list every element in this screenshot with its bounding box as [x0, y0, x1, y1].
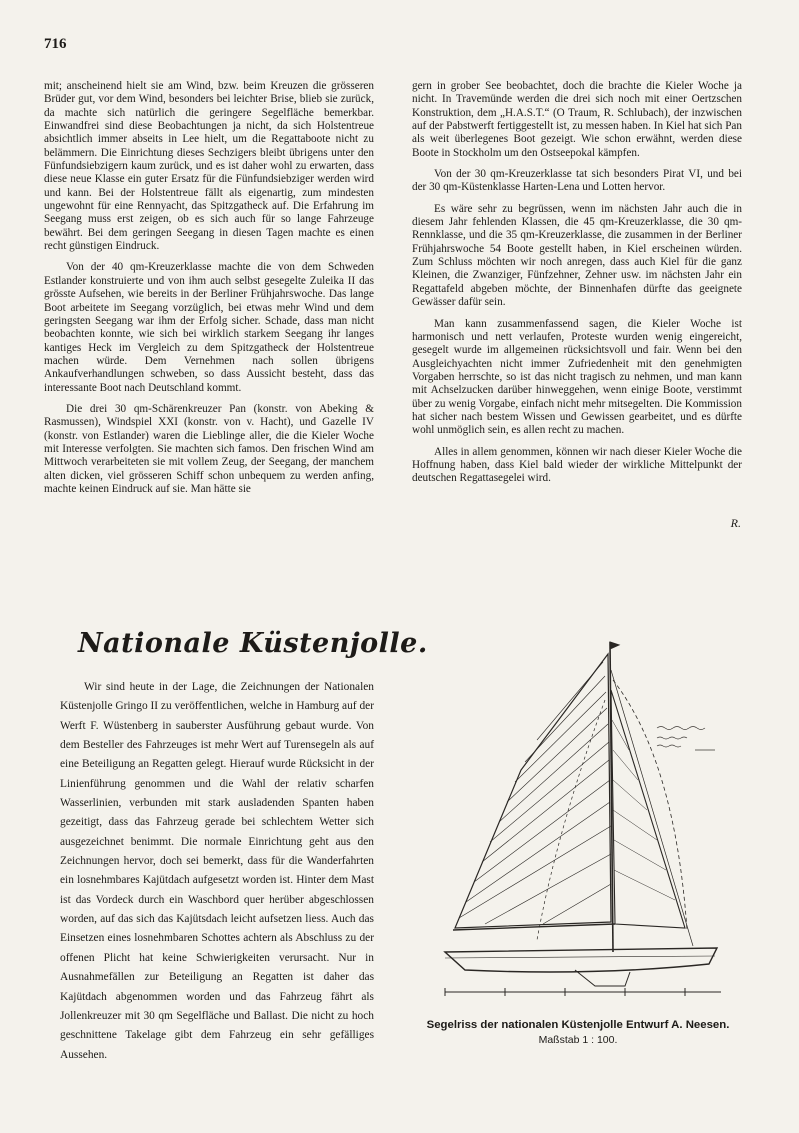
figure-scale: Maßstab 1 : 100. [538, 1034, 618, 1046]
section-body [60, 678, 374, 1065]
paragraph: Die drei 30 qm-Schärenkreuzer Pan (konstr. von Abeking & Rasmussen), Windspiel XXI (konstr. von v. Hacht), und Gazelle IV (konstr. von Estlander) waren die Lieblinge aller, die die Kieler Woche mit Interesse verfolgten. Sie machten sich famos. Den frischen Wind am Mittwoch verarbeiteten sie mit vollem Zeug, der Seegang, der manchem alten dicken, viel grösseren Schiff schon unbequem zu werden anfing, machte keinen Eindruck auf sie. Man hätte sie [44, 402, 374, 495]
paragraph: Wir sind heute in der Lage, die Zeichnungen der Nationalen Küstenjolle Gringo II zu veröffentlichen, welche in Hamburg auf der Werft F. Wüstenberg in sauberster Ausführung gebaut wurde. Von dem Besteller des Fahrzeuges ist mehr Wert auf Turensegeln als auf eine Beteiligung an Regatten gelegt. Hierauf wurde Rücksicht in der Linienführung genommen und die Wahl der relativ scharfen Wasserlinien, verbunden mit stark ausladenden Spanten haben gezeitigt, dass das Fahrzeug gerade bei schlechtem Wetter sich ausgezeichnet benimmt. Die normale Einrichtung geht aus den Zeichnungen hervor, doch sei bemerkt, dass für die Wanderfahrten ein losnehmbares Kajütdach aufgesetzt worden ist. Hinter dem Mast ist das Vordeck durch ein Waschbord quer herüber abgeschlossen worden, auf das sich das Kajütsdach leicht aufsetzen liess. Auch das Einsetzen eines losnehmbaren Schottes achtern als Abschluss zu der offenen Plicht hat keine Schwierigkeiten verursacht. Nur in Ausnahmefällen zur Beteiligung an Regatten ist daher das Kajütdach abgenommen worden und das Fahrzeug fährt als Jollenkreuzer mit 30 qm Segelfläche und Ballast. Die nicht zu hoch geschnittene Takelage gibt dem Fahrzeug ein sehr gefälliges Aussehen. [60, 681, 374, 1061]
flag-mark [610, 642, 619, 649]
article-right-column [412, 80, 742, 494]
dashed-curve [613, 680, 687, 930]
jib-outline [611, 690, 685, 928]
paragraph: Von der 30 qm-Kreuzerklasse tat sich besonders Pirat VI, und bei der 30 qm-Küstenklasse Harten-Lena und Lotten hervor. [412, 168, 742, 194]
hull-outline [445, 948, 717, 972]
section-title: Nationale Küstenjolle. [78, 628, 428, 659]
sail-plan-svg [425, 630, 745, 1000]
paragraph: Alles in allem genommen, können wir nach dieser Kieler Woche die Hoffnung haben, dass Kiel bald wieder der wirkliche Mittelpunkt der deutschen Regattasegelei wird. [412, 445, 742, 485]
mainsail-seams [459, 662, 611, 924]
page-number: 716 [44, 36, 67, 52]
paragraph: mit; anscheinend hielt sie am Wind, bzw. beim Kreuzen die grösseren Brüder gut, vor dem Wind, besonders bei leichter Brise, blieb sie zurück, da machte sich natürlich die geringere Segelfläche bemerkbar. Einwandfrei sind diese Beobachtungen ja nicht, da sich Holstentreue absichtlich immer abseits in Lee hielt, um die Regattaboote nicht zu belämmern. Die Einrichtung dieses Sechzigers bleibt übrigens unter den Fünfundsiebzigern kaum zurück, und es ist daher wohl zu erwarten, dass diese neue Klasse ein guter Ersatz für die Fünfundsiebziger werden wird und kann. Bei der Holstentreue fällt als eigenartig, zum mindesten ungewohnt für eine Rennyacht, das Spitzgatheck auf. Die Erfahrung im Seegang muss erst zeigen, ob es sich auch für so lange Fahrzeuge bewährt. Bei dem geringen Seegang in diesen Tagen machte es einen recht günstigen Eindruck. [44, 80, 374, 253]
paragraph: Es wäre sehr zu begrüssen, wenn im nächsten Jahr auch die in diesem Jahr fehlenden Klassen, die 45 qm-Kreuzerklasse, die 30 qm-Rennklasse, und die 35 qm-Kreuzerklasse, die zusammen in der Berliner Frühjahrswoche 54 Boote gestellt haben, in Kiel erscheinen würden. Zum Schluss möchten wir noch anregen, dass auch Kiel für die ganz Kleinen, die Zwanziger, Fünfzehner, Zehner usw. im nächsten Jahr ein Regattafeld abgeben möchte, der Binnenhafen dürfte das geeignete Gewässer dafür sein. [412, 202, 742, 309]
article-left-column [44, 80, 374, 504]
drawing-annotation-marks [657, 727, 715, 751]
paragraph: Man kann zusammenfassend sagen, die Kieler Woche ist harmonisch und nett verlaufen, Proteste wurden wenig eingereicht, gesegelt wurde im allgemeinen rücksichtsvoll und fair. Wenn bei den Ausgleichyachten nicht immer Zufriedenheit mit den genehmigten Vorgaben herrschte, so ist das nicht tragisch zu nehmen, und man kann mit Achselzucken darüber hinweggehen, wenn einige Boote, verstimmt über zu wenig Vorgabe, einfach nicht mehr mitsegelten. Die Kommission hat sicher nach bestem Wissen und Gewissen gearbeitet, und es dürfte wohl unmöglich sein, es allen recht zu machen. [412, 317, 742, 437]
figure-caption: Segelriss der nationalen Küstenjolle Entwurf A. Neesen. [426, 1019, 730, 1031]
forestay-line [611, 670, 693, 946]
paragraph: gern in grober See beobachtet, doch die brachte die Kieler Woche ja nicht. In Travemünde werden die drei sich noch mit einer Oertzschen Konstruktion, dem „H.A.S.T.“ (O Traum, R. Schlubach), der inzwischen auf der Pabstwerft fertiggestellt ist, zu messen haben. In Kiel hat sich Pan als weit überlegenes Boot gezeigt. Wie schon erwähnt, werden diese Boote in Stockholm um den Ostseepokal kämpfen. [412, 80, 742, 159]
paragraph: Von der 40 qm-Kreuzerklasse machte die von dem Schweden Estlander konstruierte und von ihm auch selbst gesegelte Zuleika II das grösste Aufsehen, wie bereits in der Berliner Frühjahrswoche. Das lange Boot arbeitete im Seegang vorzüglich, bei etwas mehr Wind und dem geringsten Seegang war ihm der Erfolg sicher. Schade, dass man nicht beobachten konnte, wie sich bei wirklich starkem Seegang ihr langes kantiges Heck im Vergleich zu dem Spitzgatheck der Holstentreue machen würde. Dem Vernehmen nach sollen übrigens Ankaufverhandlungen schweben, so dass Aussicht besteht, dass das interessante Boot nach Deutschland kommt. [44, 261, 374, 394]
centerboard-outline [575, 970, 630, 986]
author-signature: R. [730, 516, 741, 530]
sail-plan-drawing [425, 630, 745, 1000]
